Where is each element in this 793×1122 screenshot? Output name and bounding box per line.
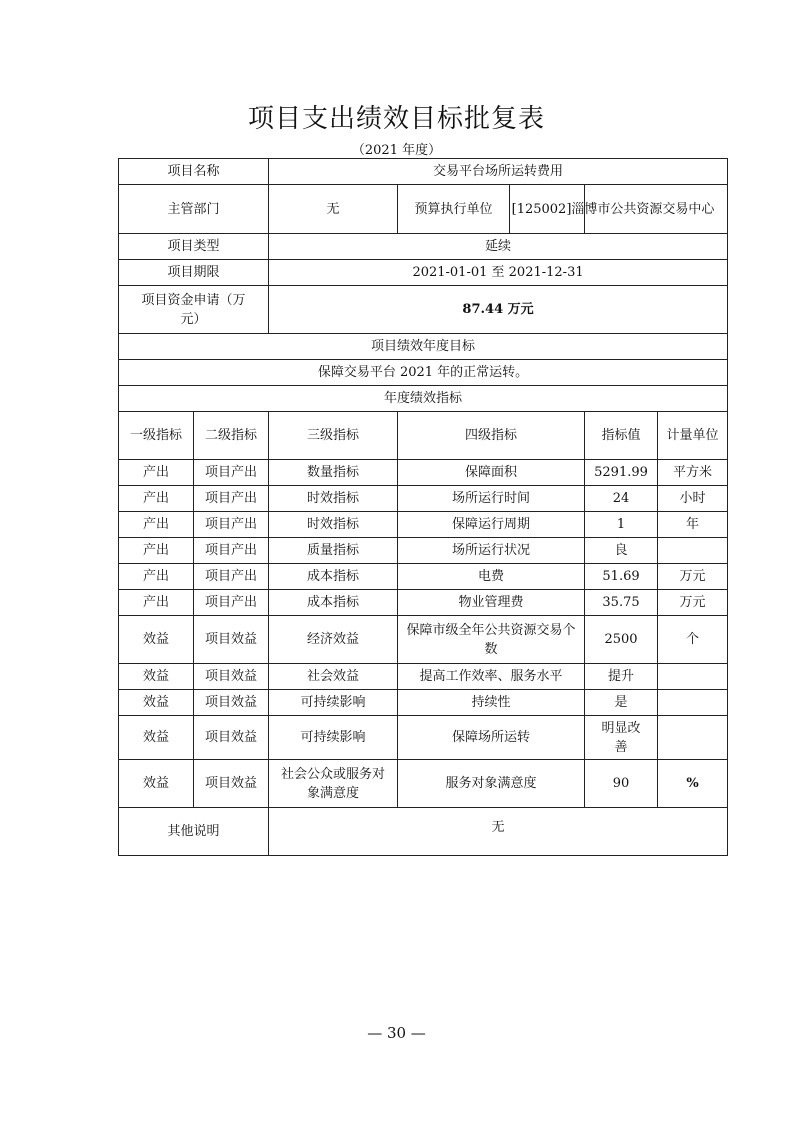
cell-unit: [658, 716, 728, 760]
dept-value: 无: [269, 185, 398, 234]
table-row: [119, 760, 728, 808]
cell-level2: 项目产出: [194, 486, 269, 512]
cell-value: 1: [585, 512, 658, 538]
cell-value: 5291.99: [585, 460, 658, 486]
col-header-level2: 二级指标: [194, 412, 269, 460]
period-value: 2021-01-01 至 2021-12-31: [269, 260, 728, 286]
cell-level1: 产出: [119, 512, 194, 538]
cell-level4: 保障场所运转: [398, 716, 585, 760]
table-row: [119, 716, 728, 760]
cell-level2: 项目效益: [194, 664, 269, 690]
cell-value: 90: [585, 760, 658, 808]
cell-level4: 电费: [398, 564, 585, 590]
cell-level3: 成本指标: [269, 564, 398, 590]
cell-value: 24: [585, 486, 658, 512]
project-name-label: 项目名称: [119, 159, 269, 185]
table-row: [119, 460, 728, 486]
cell-level3: 成本指标: [269, 590, 398, 616]
cell-level3: 时效指标: [269, 486, 398, 512]
cell-level4: 保障市级全年公共资源交易个数: [398, 616, 585, 664]
col-header-value: 指标值: [585, 412, 658, 460]
document-subtitle: （2021 年度）: [351, 143, 442, 158]
cell-level3: 时效指标: [269, 512, 398, 538]
cell-level3: 可持续影响: [269, 716, 398, 760]
cell-unit: 年: [658, 512, 728, 538]
cell-value: 提升: [585, 664, 658, 690]
cell-level4: 物业管理费: [398, 590, 585, 616]
cell-unit: [658, 690, 728, 716]
cell-unit: 万元: [658, 590, 728, 616]
type-value: 延续: [269, 234, 728, 260]
project-name-value: 交易平台场所运转费用: [269, 159, 728, 185]
table-row: [119, 690, 728, 716]
cell-level3: 经济效益: [269, 616, 398, 664]
col-header-level1: 一级指标: [119, 412, 194, 460]
cell-level4: 提高工作效率、服务水平: [398, 664, 585, 690]
exec-unit-label: 预算执行单位: [398, 185, 510, 233]
cell-level2: 项目效益: [194, 616, 269, 664]
cell-level1: 产出: [119, 460, 194, 486]
funds-label: 项目资金申请（万元）: [119, 286, 269, 334]
performance-table: [118, 158, 728, 856]
cell-level4: 保障运行周期: [398, 512, 585, 538]
cell-unit: 万元: [658, 564, 728, 590]
cell-level2: 项目产出: [194, 538, 269, 564]
exec-unit-text: [125002]淄博市公共资源交易中心: [511, 201, 715, 217]
cell-level1: 产出: [119, 486, 194, 512]
cell-unit: 个: [658, 616, 728, 664]
document-title: 项目支出绩效目标批复表: [247, 104, 545, 134]
cell-level1: 产出: [119, 538, 194, 564]
column-header-row: [119, 412, 728, 460]
cell-level1: 产出: [119, 564, 194, 590]
cell-level3: 可持续影响: [269, 690, 398, 716]
cell-value: 是: [585, 690, 658, 716]
annual-goal-header: 项目绩效年度目标: [119, 334, 728, 360]
cell-level2: 项目效益: [194, 716, 269, 760]
page-number: — 30 —: [367, 1024, 426, 1042]
table-row: [119, 664, 728, 690]
cell-level3: 数量指标: [269, 460, 398, 486]
table-row: [119, 512, 728, 538]
dept-label: 主管部门: [119, 185, 269, 234]
annual-goal-text: 保障交易平台 2021 年的正常运转。: [119, 360, 728, 386]
other-notes-value: 无: [269, 808, 728, 856]
cell-value: 2500: [585, 616, 658, 664]
cell-level3: 社会公众或服务对象满意度: [269, 760, 398, 808]
cell-unit: [658, 664, 728, 690]
cell-unit: %: [658, 760, 728, 808]
funds-value: 87.44 万元: [269, 286, 728, 334]
cell-level2: 项目效益: [194, 690, 269, 716]
cell-value: 51.69: [585, 564, 658, 590]
exec-unit-value: [511, 185, 728, 234]
cell-unit: [658, 538, 728, 564]
cell-level4: 场所运行时间: [398, 486, 585, 512]
table-row: [119, 590, 728, 616]
table-row: [119, 538, 728, 564]
other-notes-label: 其他说明: [119, 808, 269, 856]
table-row: [119, 616, 728, 664]
cell-value: 35.75: [585, 590, 658, 616]
cell-level2: 项目产出: [194, 590, 269, 616]
cell-level1: 效益: [119, 664, 194, 690]
cell-level2: 项目产出: [194, 512, 269, 538]
cell-level1: 效益: [119, 616, 194, 664]
cell-level4: 场所运行状况: [398, 538, 585, 564]
col-header-level3: 三级指标: [269, 412, 398, 460]
cell-level4: 服务对象满意度: [398, 760, 585, 808]
cell-level3: 社会效益: [269, 664, 398, 690]
cell-unit: 小时: [658, 486, 728, 512]
type-label: 项目类型: [119, 234, 269, 260]
cell-level4: 持续性: [398, 690, 585, 716]
cell-level1: 效益: [119, 760, 194, 808]
period-label: 项目期限: [119, 260, 269, 286]
cell-level4: 保障面积: [398, 460, 585, 486]
cell-level3: 质量指标: [269, 538, 398, 564]
cell-level2: 项目产出: [194, 460, 269, 486]
col-header-unit: 计量单位: [658, 412, 728, 460]
cell-unit: 平方米: [658, 460, 728, 486]
cell-level1: 效益: [119, 716, 194, 760]
cell-level1: 产出: [119, 590, 194, 616]
cell-value: 良: [585, 538, 658, 564]
cell-value: 明显改善: [585, 716, 658, 760]
cell-level2: 项目效益: [194, 760, 269, 808]
col-header-level4: 四级指标: [398, 412, 585, 460]
indicators-header: 年度绩效指标: [119, 386, 728, 412]
table-row: [119, 486, 728, 512]
cell-level1: 效益: [119, 690, 194, 716]
cell-level2: 项目产出: [194, 564, 269, 590]
table-row: [119, 564, 728, 590]
